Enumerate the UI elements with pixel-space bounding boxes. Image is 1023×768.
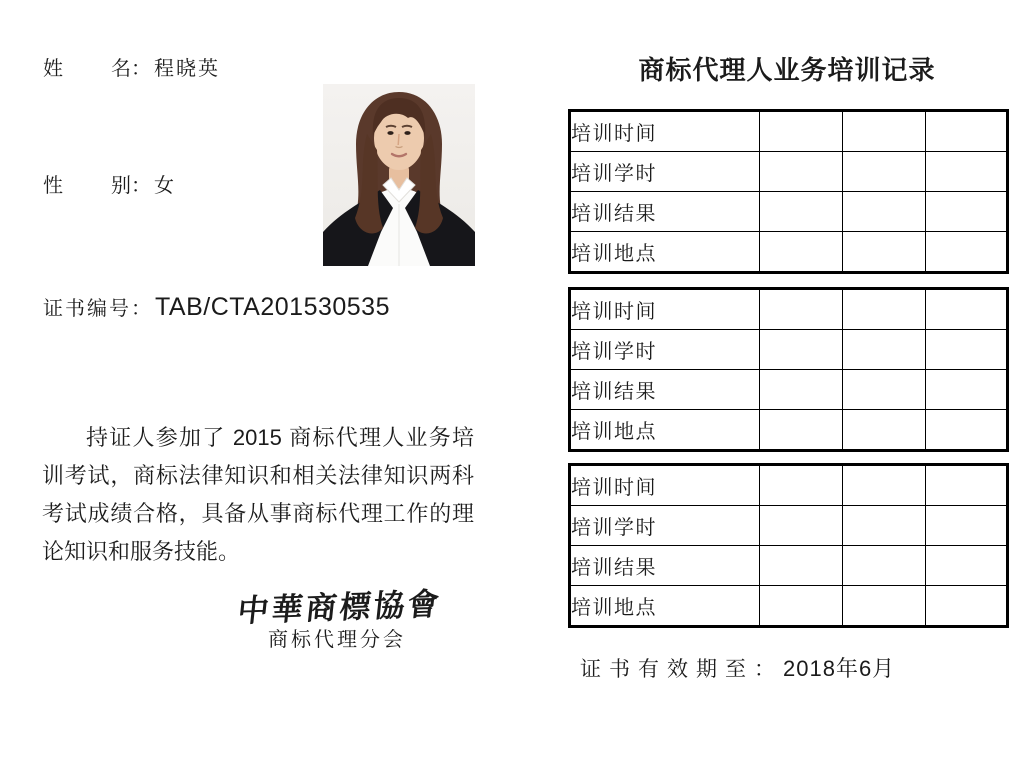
empty-cell xyxy=(926,111,1008,152)
row-label-time: 培训时间 xyxy=(570,465,760,506)
row-label-time: 培训时间 xyxy=(570,289,760,330)
name-value: 程晓英 xyxy=(154,58,220,80)
table-row xyxy=(570,289,1008,330)
table-row xyxy=(570,330,1008,370)
training-table-1 xyxy=(568,109,1009,274)
row-label-result: 培训结果 xyxy=(570,370,760,410)
validity-line xyxy=(580,655,895,684)
table-row xyxy=(570,370,1008,410)
table-row xyxy=(570,152,1008,192)
empty-cell xyxy=(760,370,843,410)
empty-cell xyxy=(926,410,1008,451)
table-row xyxy=(570,192,1008,232)
training-record-title: 商标代理人业务培训记录 xyxy=(638,55,936,85)
row-label-location: 培训地点 xyxy=(570,410,760,451)
gender-value: 女 xyxy=(154,175,176,197)
table-row xyxy=(570,506,1008,546)
empty-cell xyxy=(760,546,843,586)
gender-label: 性 别 xyxy=(43,175,131,197)
empty-cell xyxy=(760,192,843,232)
row-label-location: 培训地点 xyxy=(570,232,760,273)
row-label-result: 培训结果 xyxy=(570,546,760,586)
validity-value: 2018年6月 xyxy=(783,656,896,681)
empty-cell xyxy=(760,152,843,192)
row-label-time: 培训时间 xyxy=(570,111,760,152)
training-table-2 xyxy=(568,287,1009,452)
empty-cell xyxy=(760,586,843,627)
row-label-hours: 培训学时 xyxy=(570,152,760,192)
empty-cell xyxy=(926,546,1008,586)
photo-nose xyxy=(398,134,399,145)
table-row xyxy=(570,586,1008,627)
empty-cell xyxy=(926,232,1008,273)
row-label-location: 培训地点 xyxy=(570,586,760,627)
name-colon: ： xyxy=(131,58,151,80)
empty-cell xyxy=(760,232,843,273)
empty-cell xyxy=(926,330,1008,370)
training-table-3 xyxy=(568,463,1009,628)
table-row xyxy=(570,232,1008,273)
empty-cell xyxy=(843,465,926,506)
empty-cell xyxy=(843,410,926,451)
holder-photo xyxy=(323,84,475,266)
empty-cell xyxy=(843,192,926,232)
empty-cell xyxy=(843,506,926,546)
validity-label: 证书有效期至： xyxy=(580,658,783,681)
empty-cell xyxy=(926,465,1008,506)
empty-cell xyxy=(843,152,926,192)
table-row xyxy=(570,546,1008,586)
name-field xyxy=(43,56,220,82)
empty-cell xyxy=(926,192,1008,232)
table-row xyxy=(570,410,1008,451)
empty-cell xyxy=(760,410,843,451)
empty-cell xyxy=(760,506,843,546)
empty-cell xyxy=(843,111,926,152)
empty-cell xyxy=(843,289,926,330)
certificate-number-value: TAB/CTA201530535 xyxy=(155,293,390,321)
empty-cell xyxy=(926,370,1008,410)
row-label-hours: 培训学时 xyxy=(570,330,760,370)
table-row xyxy=(570,111,1008,152)
empty-cell xyxy=(760,111,843,152)
photo-eye-left xyxy=(387,131,393,135)
issuer-branch: 商标代理分会 xyxy=(268,629,406,651)
empty-cell xyxy=(843,232,926,273)
empty-cell xyxy=(760,465,843,506)
table-row xyxy=(570,465,1008,506)
name-label: 姓 名 xyxy=(43,58,131,80)
empty-cell xyxy=(926,152,1008,192)
certificate-number-colon: ： xyxy=(131,298,151,320)
certification-statement: 持证人参加了 2015 商标代理人业务培训考试，商标法律知识和相关法律知识两科考试成绩合格，具备从事商标代理工作的理论知识和服务技能。 xyxy=(42,425,474,564)
empty-cell xyxy=(843,330,926,370)
gender-field xyxy=(43,173,176,199)
empty-cell xyxy=(926,289,1008,330)
empty-cell xyxy=(926,586,1008,627)
issuer-signature: 中華商標協會 xyxy=(235,586,444,630)
empty-cell xyxy=(843,370,926,410)
photo-eye-right xyxy=(404,131,410,135)
empty-cell xyxy=(926,506,1008,546)
empty-cell xyxy=(760,330,843,370)
empty-cell xyxy=(843,546,926,586)
certificate-number-label: 证书编号 xyxy=(43,298,131,320)
row-label-hours: 培训学时 xyxy=(570,506,760,546)
empty-cell xyxy=(760,289,843,330)
row-label-result: 培训结果 xyxy=(570,192,760,232)
gender-colon: ： xyxy=(131,175,151,197)
empty-cell xyxy=(843,586,926,627)
certificate-number-field xyxy=(43,294,390,322)
